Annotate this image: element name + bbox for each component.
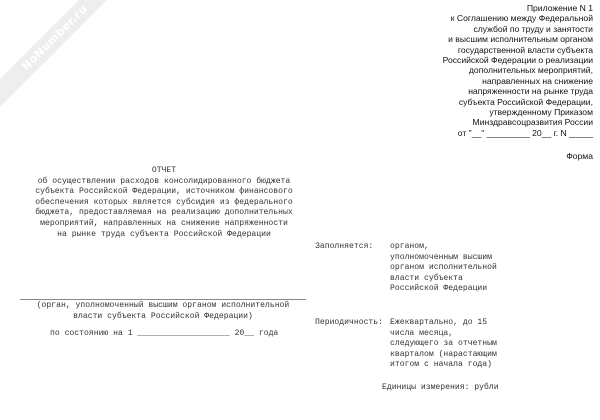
report-title-line: субъекта Российской Федерации, источником финансового — [35, 187, 293, 197]
periodicity-label: Периодичность: — [315, 318, 383, 327]
appendix-line: утвержденному Приказом — [489, 107, 593, 118]
periodicity-line: итогом с начала года) — [390, 360, 492, 370]
filled-by-line: власти субъекта — [390, 273, 463, 283]
report-title-line: об осуществлении расходов консолидированного бюджета — [37, 176, 291, 186]
appendix-line: Приложение N 1 — [526, 3, 593, 13]
filled-by-line: уполномоченным высшим — [390, 252, 492, 262]
report-title-line: обеспечения которых является субсидия из федерального — [35, 197, 293, 207]
organ-caption-line: (орган, уполномоченный высшим органом исполнительной — [36, 301, 290, 310]
appendix-line: и высшим исполнительным органом — [448, 34, 593, 45]
periodicity-line: кварталом (нарастающим — [390, 349, 497, 359]
appendix-line: Российской Федерации о реализации — [442, 55, 593, 66]
periodicity-line: числа месяца, — [390, 328, 454, 338]
form-label: Форма — [566, 151, 593, 161]
periodicity-line: следующего за отчетным — [390, 339, 497, 349]
units: Единицы измерения: рубли — [382, 383, 499, 392]
report-title: ОТЧЕТ — [151, 166, 177, 175]
appendix-line: государственной власти субъекта — [457, 44, 593, 55]
report-title-line: мероприятий, направленных на снижение напряженности — [40, 218, 288, 228]
appendix-line: к Соглашению между Федеральной — [450, 13, 593, 24]
organ-caption — [20, 301, 306, 322]
appendix-line: службой по труду и занятости — [473, 23, 593, 34]
organ-caption-line: власти субъекта Российской Федерации) — [73, 311, 253, 321]
appendix-line: Минздравсоцразвития России — [472, 117, 593, 128]
report-title-line: на рынке труда субъекта Российской Федерации — [57, 229, 271, 239]
watermark: NoNumber.ru — [0, 0, 129, 112]
filled-by-line: органом исполнительной — [390, 263, 497, 273]
periodicity-value — [390, 318, 497, 371]
appendix-line: дополнительных мероприятий, — [468, 65, 593, 76]
filled-by-label: Заполняется: — [315, 242, 374, 251]
appendix-line: субъекта Российской Федерации, — [458, 96, 593, 107]
as-of-date: по состоянию на 1 ___________________ 20__ года — [50, 329, 279, 338]
filled-by-value — [390, 242, 497, 295]
appendix-line: напряженности на рынке труда — [468, 86, 593, 97]
appendix-line: от "__" _________ 20__ г. N _____ — [457, 127, 593, 138]
report-title-line: бюджета, предоставляемая на реализацию дополнительных — [35, 208, 293, 218]
report-title-block — [20, 166, 308, 240]
organ-underline — [20, 299, 306, 300]
appendix-header — [443, 3, 593, 138]
filled-by-line: органом, — [390, 242, 429, 251]
filled-by-line: Российской Федерации — [390, 284, 488, 294]
periodicity-line: Ежеквартально, до 15 — [390, 318, 488, 327]
appendix-line: направленных на снижение — [482, 75, 593, 86]
